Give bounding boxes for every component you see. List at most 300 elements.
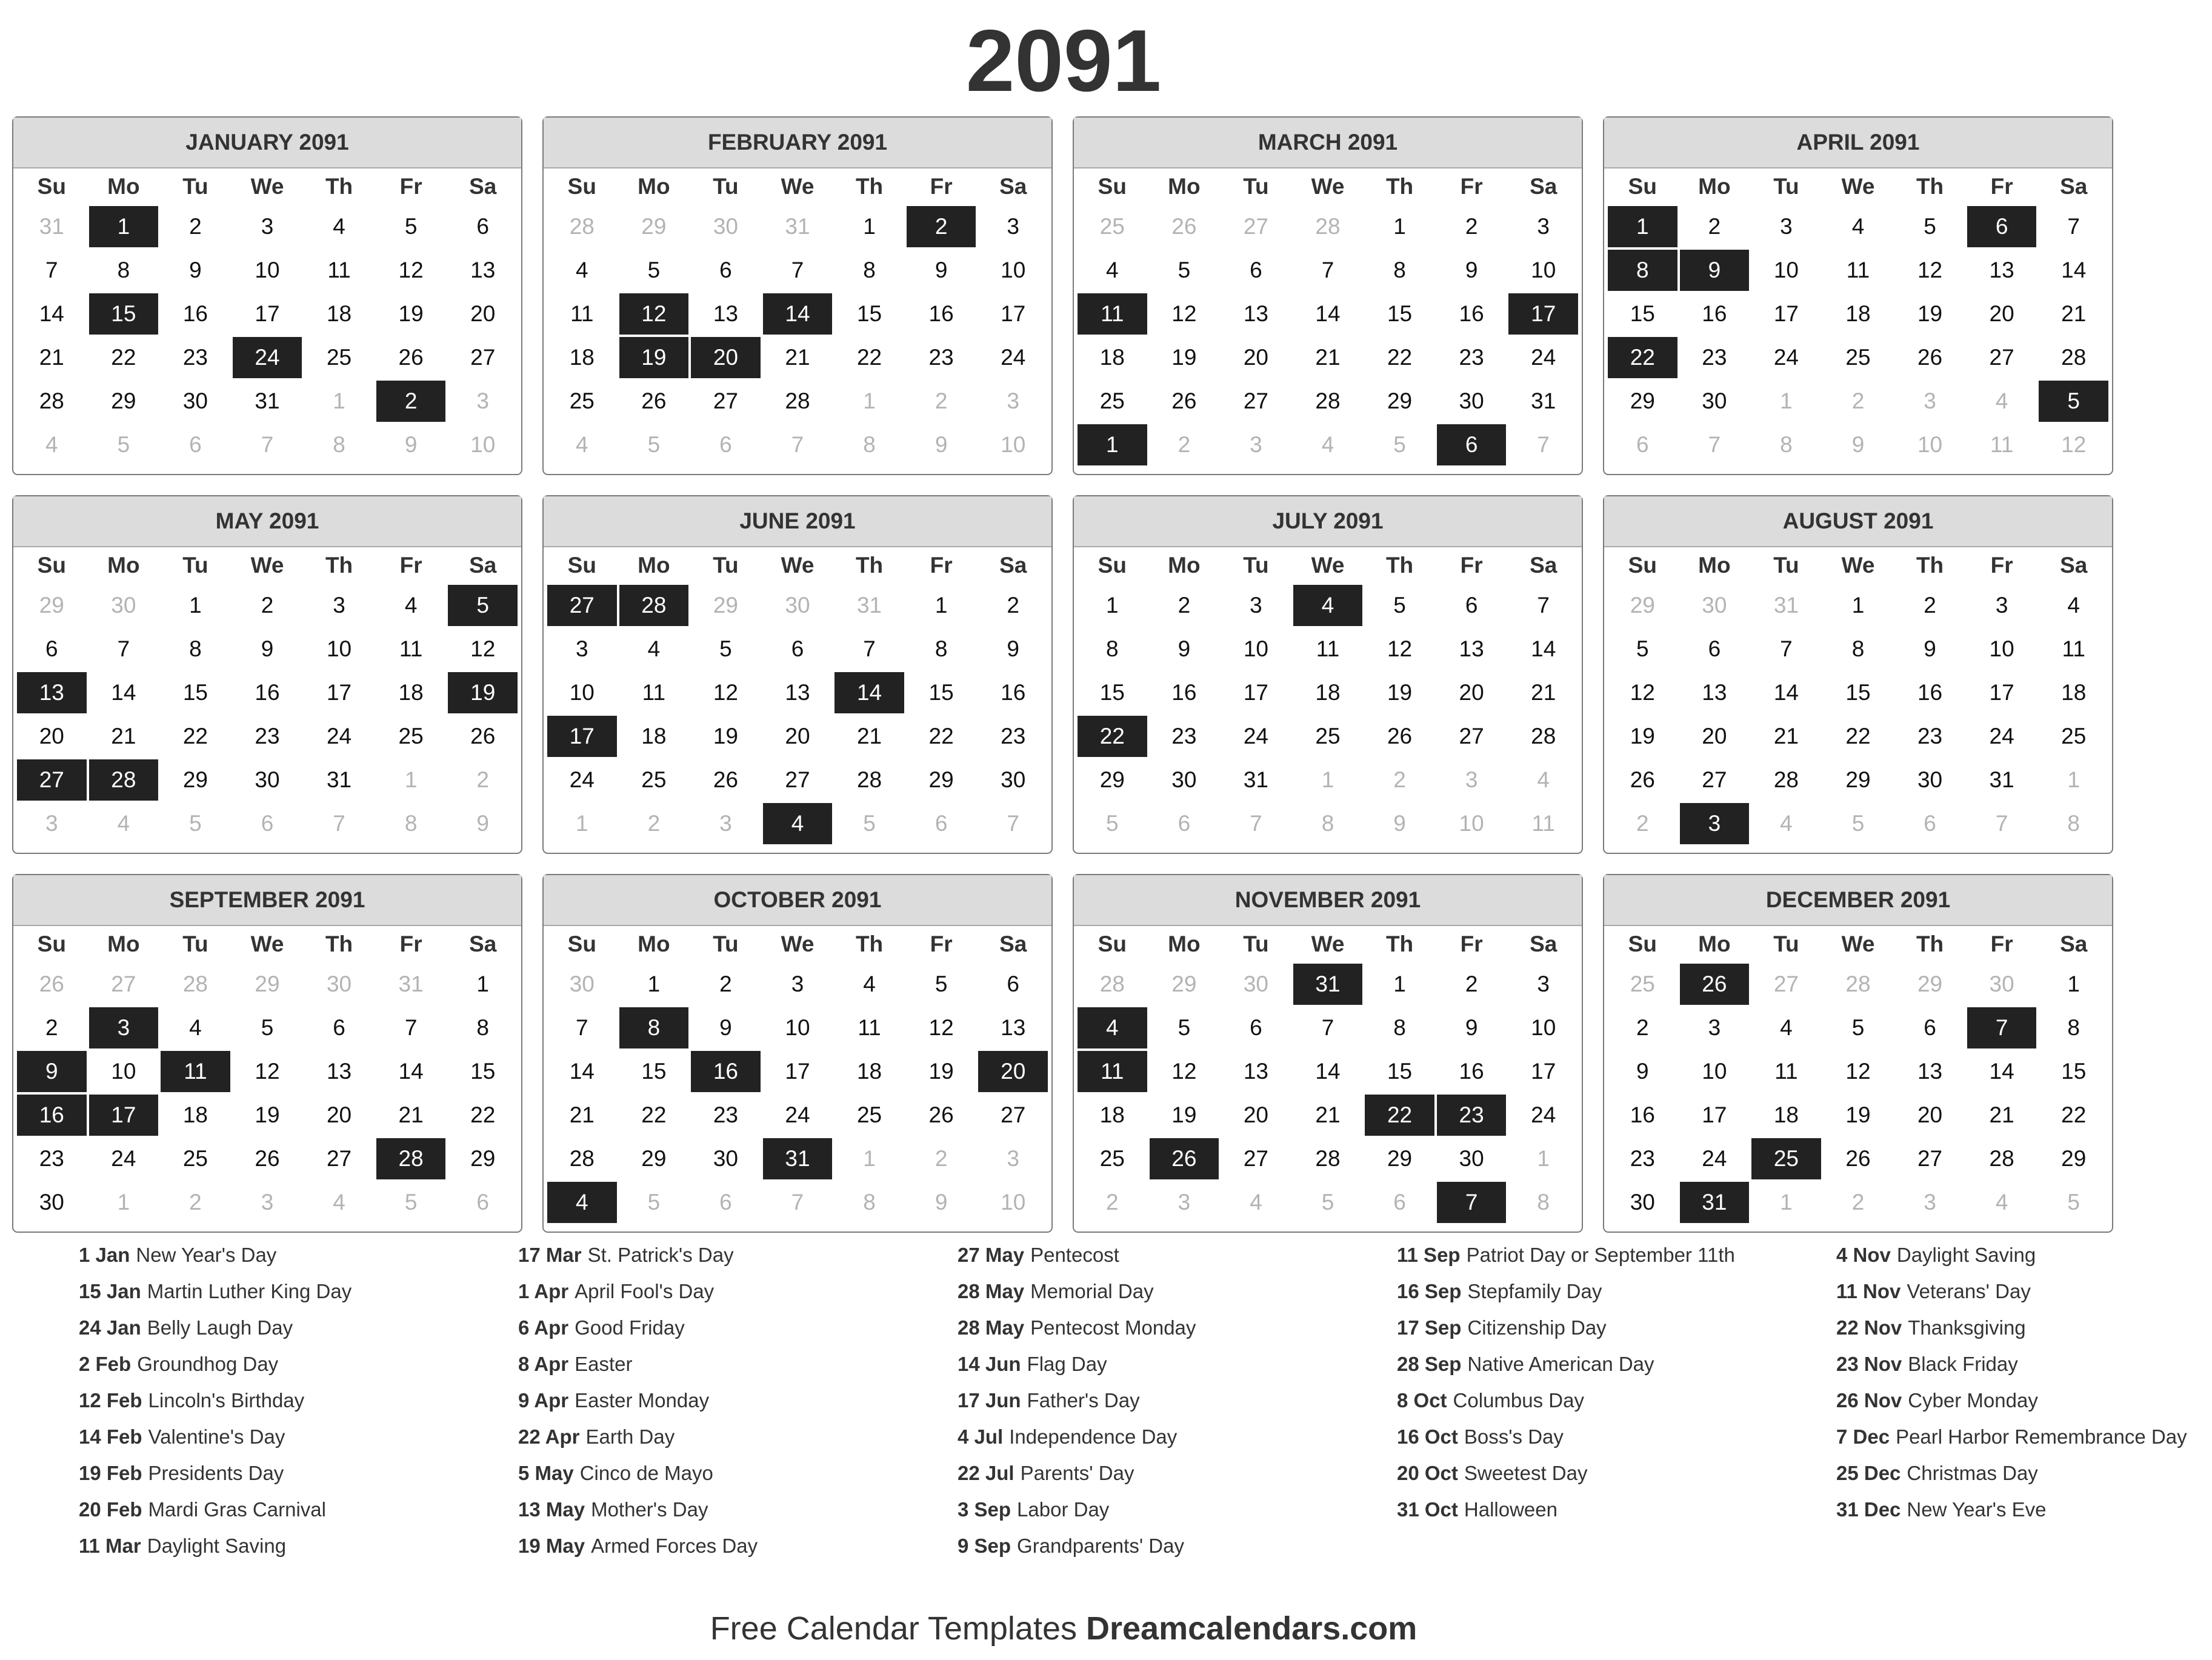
holiday-day-cell[interactable]: 16 (17, 1095, 87, 1136)
holiday-day-cell[interactable]: 9 (1680, 250, 1750, 291)
adjacent-month-day-cell[interactable]: 27 (1773, 972, 1799, 996)
day-cell[interactable]: 23 (1917, 724, 1943, 748)
holiday-day-cell[interactable]: 16 (691, 1051, 761, 1092)
day-cell[interactable]: 15 (182, 680, 208, 705)
day-cell[interactable]: 12 (713, 680, 738, 705)
holiday-day-cell[interactable]: 9 (17, 1051, 87, 1092)
adjacent-month-day-cell[interactable]: 3 (45, 811, 58, 836)
day-cell[interactable]: 4 (333, 214, 345, 239)
day-cell[interactable]: 29 (2061, 1146, 2087, 1171)
holiday-day-cell[interactable]: 17 (1508, 293, 1578, 335)
day-cell[interactable]: 16 (1171, 680, 1197, 705)
day-cell[interactable]: 25 (569, 388, 595, 413)
day-cell[interactable]: 3 (261, 214, 274, 239)
day-cell[interactable]: 8 (863, 258, 876, 282)
day-cell[interactable]: 22 (928, 724, 954, 748)
day-cell[interactable]: 29 (928, 767, 954, 792)
day-cell[interactable]: 25 (1099, 388, 1125, 413)
day-cell[interactable]: 13 (1989, 258, 2014, 282)
day-cell[interactable]: 19 (713, 724, 738, 748)
adjacent-month-day-cell[interactable]: 7 (791, 1190, 804, 1215)
day-cell[interactable]: 9 (261, 636, 274, 661)
day-cell[interactable]: 17 (1702, 1102, 1727, 1127)
day-cell[interactable]: 9 (1007, 636, 1019, 661)
day-cell[interactable]: 4 (1780, 1015, 1793, 1040)
day-cell[interactable]: 25 (326, 345, 352, 370)
adjacent-month-day-cell[interactable]: 2 (476, 767, 489, 792)
day-cell[interactable]: 28 (1315, 1146, 1341, 1171)
adjacent-month-day-cell[interactable]: 5 (647, 432, 661, 457)
day-cell[interactable]: 9 (1636, 1059, 1649, 1084)
day-cell[interactable]: 26 (1917, 345, 1943, 370)
day-cell[interactable]: 30 (1917, 767, 1943, 792)
holiday-day-cell[interactable]: 15 (89, 293, 159, 335)
adjacent-month-day-cell[interactable]: 2 (1851, 388, 1865, 413)
day-cell[interactable]: 26 (470, 724, 496, 748)
day-cell[interactable]: 2 (45, 1015, 58, 1040)
day-cell[interactable]: 4 (1105, 258, 1119, 282)
day-cell[interactable]: 11 (1316, 636, 1340, 661)
day-cell[interactable]: 22 (641, 1102, 667, 1127)
adjacent-month-day-cell[interactable]: 2 (1178, 432, 1191, 457)
adjacent-month-day-cell[interactable]: 12 (2061, 432, 2087, 457)
day-cell[interactable]: 30 (1630, 1190, 1655, 1215)
day-cell[interactable]: 27 (785, 767, 810, 792)
adjacent-month-day-cell[interactable]: 9 (934, 432, 948, 457)
day-cell[interactable]: 3 (1250, 593, 1262, 618)
day-cell[interactable]: 4 (404, 593, 418, 618)
adjacent-month-day-cell[interactable]: 8 (863, 1190, 876, 1215)
day-cell[interactable]: 5 (1924, 214, 1936, 239)
day-cell[interactable]: 6 (45, 636, 58, 661)
day-cell[interactable]: 20 (326, 1102, 352, 1127)
day-cell[interactable]: 29 (111, 388, 136, 413)
day-cell[interactable]: 2 (1178, 593, 1191, 618)
adjacent-month-day-cell[interactable]: 4 (575, 432, 588, 457)
day-cell[interactable]: 8 (1105, 636, 1119, 661)
adjacent-month-day-cell[interactable]: 31 (398, 972, 424, 996)
adjacent-month-day-cell[interactable]: 7 (791, 432, 804, 457)
day-cell[interactable]: 23 (1630, 1146, 1655, 1171)
adjacent-month-day-cell[interactable]: 5 (647, 1190, 661, 1215)
adjacent-month-day-cell[interactable]: 25 (1630, 972, 1655, 996)
day-cell[interactable]: 11 (327, 258, 351, 282)
adjacent-month-day-cell[interactable]: 3 (1007, 1146, 1019, 1171)
day-cell[interactable]: 28 (1773, 767, 1799, 792)
day-cell[interactable]: 20 (1459, 680, 1484, 705)
adjacent-month-day-cell[interactable]: 9 (404, 432, 418, 457)
adjacent-month-day-cell[interactable]: 5 (1321, 1190, 1334, 1215)
holiday-day-cell[interactable]: 28 (89, 759, 159, 801)
adjacent-month-day-cell[interactable]: 11 (1531, 811, 1555, 836)
day-cell[interactable]: 20 (1917, 1102, 1943, 1127)
day-cell[interactable]: 22 (182, 724, 208, 748)
day-cell[interactable]: 2 (1708, 214, 1721, 239)
day-cell[interactable]: 20 (1702, 724, 1727, 748)
day-cell[interactable]: 30 (39, 1190, 64, 1215)
adjacent-month-day-cell[interactable]: 28 (569, 214, 595, 239)
holiday-day-cell[interactable]: 6 (1437, 424, 1507, 465)
day-cell[interactable]: 12 (1171, 1059, 1197, 1084)
day-cell[interactable]: 12 (928, 1015, 954, 1040)
adjacent-month-day-cell[interactable]: 9 (934, 1190, 948, 1215)
day-cell[interactable]: 20 (1243, 1102, 1268, 1127)
day-cell[interactable]: 28 (856, 767, 882, 792)
day-cell[interactable]: 7 (791, 258, 804, 282)
day-cell[interactable]: 15 (1630, 301, 1655, 326)
day-cell[interactable]: 4 (189, 1015, 202, 1040)
day-cell[interactable]: 1 (1393, 214, 1406, 239)
day-cell[interactable]: 25 (1099, 1146, 1125, 1171)
day-cell[interactable]: 30 (1001, 767, 1026, 792)
adjacent-month-day-cell[interactable]: 30 (713, 214, 738, 239)
holiday-day-cell[interactable]: 2 (376, 381, 446, 422)
day-cell[interactable]: 24 (1531, 1102, 1556, 1127)
day-cell[interactable]: 7 (1537, 593, 1550, 618)
day-cell[interactable]: 1 (1393, 972, 1406, 996)
day-cell[interactable]: 13 (1702, 680, 1727, 705)
day-cell[interactable]: 2 (1465, 214, 1478, 239)
day-cell[interactable]: 29 (1845, 767, 1871, 792)
day-cell[interactable]: 25 (182, 1146, 208, 1171)
day-cell[interactable]: 8 (189, 636, 202, 661)
day-cell[interactable]: 18 (182, 1102, 208, 1127)
day-cell[interactable]: 19 (1171, 1102, 1197, 1127)
day-cell[interactable]: 29 (641, 1146, 667, 1171)
day-cell[interactable]: 4 (2067, 593, 2080, 618)
day-cell[interactable]: 18 (1099, 1102, 1125, 1127)
day-cell[interactable]: 13 (713, 301, 738, 326)
day-cell[interactable]: 14 (39, 301, 64, 326)
day-cell[interactable]: 3 (791, 972, 804, 996)
day-cell[interactable]: 24 (1001, 345, 1026, 370)
day-cell[interactable]: 13 (1243, 301, 1268, 326)
day-cell[interactable]: 27 (1459, 724, 1484, 748)
day-cell[interactable]: 24 (1531, 345, 1556, 370)
holiday-day-cell[interactable]: 17 (89, 1095, 159, 1136)
holiday-day-cell[interactable]: 28 (376, 1138, 446, 1179)
day-cell[interactable]: 12 (1171, 301, 1197, 326)
adjacent-month-day-cell[interactable]: 9 (476, 811, 489, 836)
holiday-day-cell[interactable]: 11 (1078, 293, 1147, 335)
adjacent-month-day-cell[interactable]: 7 (1708, 432, 1721, 457)
day-cell[interactable]: 6 (476, 214, 489, 239)
day-cell[interactable]: 27 (1702, 767, 1727, 792)
day-cell[interactable]: 26 (1387, 724, 1413, 748)
holiday-day-cell[interactable]: 1 (1608, 206, 1677, 247)
adjacent-month-day-cell[interactable]: 7 (1250, 811, 1262, 836)
holiday-day-cell[interactable]: 31 (763, 1138, 833, 1179)
day-cell[interactable]: 9 (1465, 258, 1478, 282)
day-cell[interactable]: 18 (398, 680, 424, 705)
adjacent-month-day-cell[interactable]: 1 (863, 388, 876, 413)
adjacent-month-day-cell[interactable]: 3 (1178, 1190, 1191, 1215)
holiday-day-cell[interactable]: 17 (547, 716, 617, 757)
day-cell[interactable]: 14 (111, 680, 136, 705)
day-cell[interactable]: 5 (404, 214, 418, 239)
adjacent-month-day-cell[interactable]: 30 (1989, 972, 2014, 996)
day-cell[interactable]: 4 (863, 972, 876, 996)
adjacent-month-day-cell[interactable]: 5 (1393, 432, 1406, 457)
day-cell[interactable]: 8 (1851, 636, 1865, 661)
day-cell[interactable]: 10 (1989, 636, 2014, 661)
adjacent-month-day-cell[interactable]: 8 (1321, 811, 1334, 836)
holiday-day-cell[interactable]: 4 (1293, 585, 1363, 626)
day-cell[interactable]: 11 (1774, 1059, 1798, 1084)
day-cell[interactable]: 7 (1321, 258, 1334, 282)
day-cell[interactable]: 2 (1007, 593, 1019, 618)
day-cell[interactable]: 29 (1387, 388, 1413, 413)
day-cell[interactable]: 4 (575, 258, 588, 282)
adjacent-month-day-cell[interactable]: 6 (261, 811, 274, 836)
day-cell[interactable]: 20 (1243, 345, 1268, 370)
day-cell[interactable]: 1 (476, 972, 489, 996)
day-cell[interactable]: 27 (1001, 1102, 1026, 1127)
holiday-day-cell[interactable]: 22 (1608, 337, 1677, 378)
day-cell[interactable]: 16 (928, 301, 954, 326)
adjacent-month-day-cell[interactable]: 28 (1315, 214, 1341, 239)
day-cell[interactable]: 26 (641, 388, 667, 413)
holiday-day-cell[interactable]: 4 (1078, 1007, 1147, 1048)
day-cell[interactable]: 16 (1459, 301, 1484, 326)
holiday-day-cell[interactable]: 7 (1437, 1182, 1507, 1223)
holiday-day-cell[interactable]: 20 (691, 337, 761, 378)
adjacent-month-day-cell[interactable]: 8 (1537, 1190, 1550, 1215)
day-cell[interactable]: 7 (1321, 1015, 1334, 1040)
holiday-day-cell[interactable]: 24 (233, 337, 302, 378)
day-cell[interactable]: 30 (255, 767, 280, 792)
day-cell[interactable]: 3 (333, 593, 345, 618)
adjacent-month-day-cell[interactable]: 6 (1178, 811, 1191, 836)
day-cell[interactable]: 31 (1989, 767, 2014, 792)
day-cell[interactable]: 5 (934, 972, 948, 996)
adjacent-month-day-cell[interactable]: 2 (1636, 811, 1649, 836)
day-cell[interactable]: 21 (856, 724, 882, 748)
day-cell[interactable]: 21 (1773, 724, 1799, 748)
day-cell[interactable]: 9 (1924, 636, 1936, 661)
day-cell[interactable]: 15 (1845, 680, 1871, 705)
day-cell[interactable]: 14 (569, 1059, 595, 1084)
day-cell[interactable]: 2 (1924, 593, 1936, 618)
adjacent-month-day-cell[interactable]: 5 (117, 432, 130, 457)
day-cell[interactable]: 15 (470, 1059, 496, 1084)
day-cell[interactable]: 17 (255, 301, 280, 326)
holiday-day-cell[interactable]: 31 (1680, 1182, 1750, 1223)
day-cell[interactable]: 21 (1315, 345, 1341, 370)
day-cell[interactable]: 14 (2061, 258, 2087, 282)
day-cell[interactable]: 22 (2061, 1102, 2087, 1127)
adjacent-month-day-cell[interactable]: 6 (934, 811, 948, 836)
holiday-day-cell[interactable]: 11 (161, 1051, 230, 1092)
day-cell[interactable]: 26 (398, 345, 424, 370)
day-cell[interactable]: 11 (858, 1015, 881, 1040)
day-cell[interactable]: 27 (470, 345, 496, 370)
day-cell[interactable]: 4 (647, 636, 661, 661)
day-cell[interactable]: 4 (1851, 214, 1865, 239)
day-cell[interactable]: 9 (719, 1015, 732, 1040)
day-cell[interactable]: 16 (1917, 680, 1943, 705)
day-cell[interactable]: 7 (2067, 214, 2080, 239)
day-cell[interactable]: 1 (189, 593, 202, 618)
day-cell[interactable]: 12 (398, 258, 424, 282)
day-cell[interactable]: 17 (1773, 301, 1799, 326)
adjacent-month-day-cell[interactable]: 31 (785, 214, 810, 239)
day-cell[interactable]: 27 (713, 388, 738, 413)
day-cell[interactable]: 9 (1178, 636, 1191, 661)
day-cell[interactable]: 18 (326, 301, 352, 326)
day-cell[interactable]: 13 (785, 680, 810, 705)
adjacent-month-day-cell[interactable]: 4 (1537, 767, 1550, 792)
day-cell[interactable]: 23 (1171, 724, 1197, 748)
day-cell[interactable]: 15 (2061, 1059, 2087, 1084)
adjacent-month-day-cell[interactable]: 30 (785, 593, 810, 618)
adjacent-month-day-cell[interactable]: 31 (856, 593, 882, 618)
day-cell[interactable]: 15 (1387, 301, 1413, 326)
day-cell[interactable]: 16 (1459, 1059, 1484, 1084)
day-cell[interactable]: 6 (1250, 1015, 1262, 1040)
day-cell[interactable]: 15 (641, 1059, 667, 1084)
adjacent-month-day-cell[interactable]: 28 (1099, 972, 1125, 996)
day-cell[interactable]: 21 (398, 1102, 424, 1127)
day-cell[interactable]: 29 (182, 767, 208, 792)
adjacent-month-day-cell[interactable]: 30 (1243, 972, 1268, 996)
adjacent-month-day-cell[interactable]: 3 (1007, 388, 1019, 413)
day-cell[interactable]: 17 (1001, 301, 1026, 326)
day-cell[interactable]: 16 (1001, 680, 1026, 705)
day-cell[interactable]: 24 (111, 1146, 136, 1171)
day-cell[interactable]: 5 (647, 258, 661, 282)
day-cell[interactable]: 29 (1387, 1146, 1413, 1171)
day-cell[interactable]: 6 (1708, 636, 1721, 661)
day-cell[interactable]: 29 (1630, 388, 1655, 413)
day-cell[interactable]: 26 (1171, 388, 1197, 413)
day-cell[interactable]: 18 (641, 724, 667, 748)
day-cell[interactable]: 24 (1243, 724, 1268, 748)
day-cell[interactable]: 29 (470, 1146, 496, 1171)
adjacent-month-day-cell[interactable]: 10 (1917, 432, 1943, 457)
day-cell[interactable]: 19 (1917, 301, 1943, 326)
adjacent-month-day-cell[interactable]: 10 (470, 432, 496, 457)
day-cell[interactable]: 1 (1105, 593, 1119, 618)
day-cell[interactable]: 17 (1989, 680, 2014, 705)
adjacent-month-day-cell[interactable]: 10 (1459, 811, 1484, 836)
adjacent-month-day-cell[interactable]: 29 (641, 214, 667, 239)
day-cell[interactable]: 28 (1315, 388, 1341, 413)
adjacent-month-day-cell[interactable]: 2 (934, 1146, 948, 1171)
day-cell[interactable]: 20 (785, 724, 810, 748)
holiday-day-cell[interactable]: 6 (1967, 206, 2037, 247)
day-cell[interactable]: 22 (111, 345, 136, 370)
day-cell[interactable]: 22 (470, 1102, 496, 1127)
adjacent-month-day-cell[interactable]: 1 (1321, 767, 1334, 792)
adjacent-month-day-cell[interactable]: 31 (1773, 593, 1799, 618)
day-cell[interactable]: 3 (1537, 972, 1550, 996)
day-cell[interactable]: 10 (326, 636, 352, 661)
adjacent-month-day-cell[interactable]: 28 (182, 972, 208, 996)
day-cell[interactable]: 21 (111, 724, 136, 748)
day-cell[interactable]: 25 (398, 724, 424, 748)
day-cell[interactable]: 5 (1178, 1015, 1191, 1040)
footer-brand[interactable]: Dreamcalendars.com (1086, 1610, 1417, 1647)
day-cell[interactable]: 19 (1171, 345, 1197, 370)
day-cell[interactable]: 21 (2061, 301, 2087, 326)
day-cell[interactable]: 19 (1845, 1102, 1871, 1127)
adjacent-month-day-cell[interactable]: 2 (934, 388, 948, 413)
day-cell[interactable]: 12 (470, 636, 496, 661)
adjacent-month-day-cell[interactable]: 26 (1171, 214, 1197, 239)
adjacent-month-day-cell[interactable]: 5 (1105, 811, 1119, 836)
adjacent-month-day-cell[interactable]: 2 (647, 811, 661, 836)
adjacent-month-day-cell[interactable]: 29 (1917, 972, 1943, 996)
holiday-day-cell[interactable]: 12 (619, 293, 689, 335)
day-cell[interactable]: 7 (575, 1015, 588, 1040)
adjacent-month-day-cell[interactable]: 30 (569, 972, 595, 996)
day-cell[interactable]: 3 (575, 636, 588, 661)
day-cell[interactable]: 18 (1845, 301, 1871, 326)
day-cell[interactable]: 1 (863, 214, 876, 239)
day-cell[interactable]: 23 (928, 345, 954, 370)
day-cell[interactable]: 11 (1846, 258, 1870, 282)
day-cell[interactable]: 27 (326, 1146, 352, 1171)
day-cell[interactable]: 1 (934, 593, 948, 618)
day-cell[interactable]: 23 (182, 345, 208, 370)
day-cell[interactable]: 1 (2067, 972, 2080, 996)
day-cell[interactable]: 20 (39, 724, 64, 748)
day-cell[interactable]: 7 (863, 636, 876, 661)
day-cell[interactable]: 13 (1243, 1059, 1268, 1084)
adjacent-month-day-cell[interactable]: 8 (1780, 432, 1793, 457)
holiday-day-cell[interactable]: 22 (1365, 1095, 1434, 1136)
day-cell[interactable]: 6 (333, 1015, 345, 1040)
day-cell[interactable]: 12 (1630, 680, 1655, 705)
day-cell[interactable]: 26 (713, 767, 738, 792)
adjacent-month-day-cell[interactable]: 3 (476, 388, 489, 413)
day-cell[interactable]: 10 (1243, 636, 1268, 661)
adjacent-month-day-cell[interactable]: 29 (1171, 972, 1197, 996)
adjacent-month-day-cell[interactable]: 9 (1851, 432, 1865, 457)
day-cell[interactable]: 24 (785, 1102, 810, 1127)
holiday-day-cell[interactable]: 31 (1293, 964, 1363, 1005)
adjacent-month-day-cell[interactable]: 6 (719, 1190, 732, 1215)
day-cell[interactable]: 2 (1465, 972, 1478, 996)
day-cell[interactable]: 15 (856, 301, 882, 326)
day-cell[interactable]: 14 (1315, 301, 1341, 326)
day-cell[interactable]: 12 (1387, 636, 1413, 661)
adjacent-month-day-cell[interactable]: 4 (117, 811, 130, 836)
day-cell[interactable]: 26 (255, 1146, 280, 1171)
holiday-day-cell[interactable]: 20 (978, 1051, 1048, 1092)
holiday-day-cell[interactable]: 2 (907, 206, 976, 247)
day-cell[interactable]: 12 (1917, 258, 1943, 282)
day-cell[interactable]: 13 (1459, 636, 1484, 661)
adjacent-month-day-cell[interactable]: 6 (1924, 811, 1936, 836)
day-cell[interactable]: 19 (398, 301, 424, 326)
day-cell[interactable]: 12 (1845, 1059, 1871, 1084)
day-cell[interactable]: 14 (1989, 1059, 2014, 1084)
day-cell[interactable]: 15 (928, 680, 954, 705)
day-cell[interactable]: 10 (1773, 258, 1799, 282)
adjacent-month-day-cell[interactable]: 5 (1851, 811, 1865, 836)
day-cell[interactable]: 10 (1702, 1059, 1727, 1084)
day-cell[interactable]: 21 (39, 345, 64, 370)
day-cell[interactable]: 10 (1531, 258, 1556, 282)
adjacent-month-day-cell[interactable]: 2 (1851, 1190, 1865, 1215)
day-cell[interactable]: 8 (476, 1015, 489, 1040)
adjacent-month-day-cell[interactable]: 4 (1780, 811, 1793, 836)
holiday-day-cell[interactable]: 26 (1680, 964, 1750, 1005)
day-cell[interactable]: 5 (1636, 636, 1649, 661)
day-cell[interactable]: 9 (934, 258, 948, 282)
